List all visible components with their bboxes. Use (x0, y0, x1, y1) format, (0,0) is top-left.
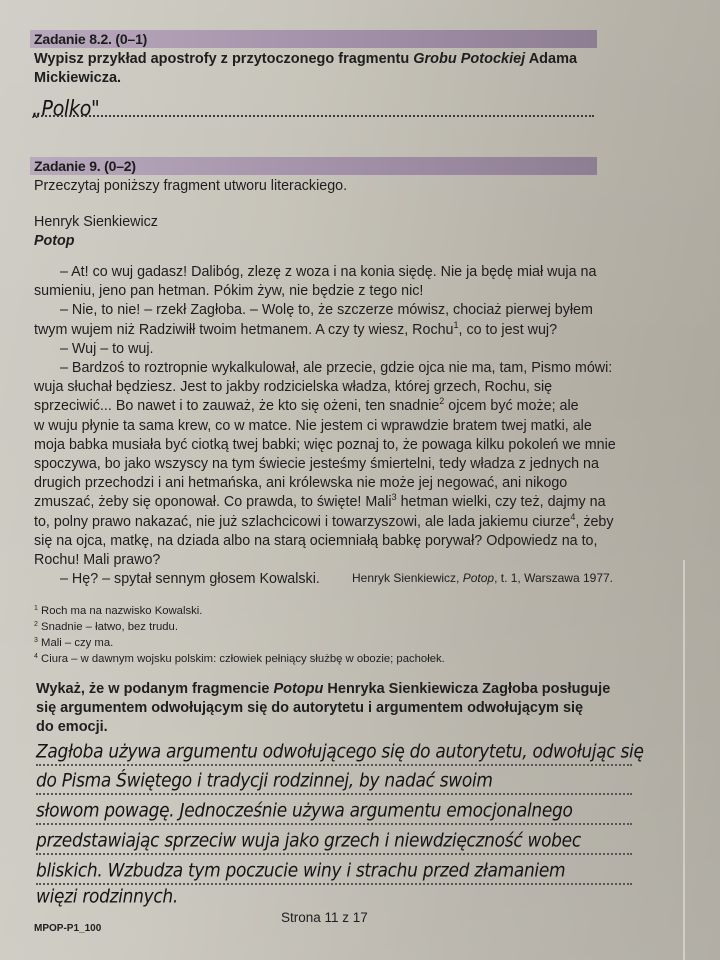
instruction-text: Adama (525, 51, 578, 67)
task-9-question (36, 680, 636, 737)
passage-text: ojcem być może; ale (444, 398, 579, 415)
passage-text: , co to jest wuj? (458, 321, 558, 338)
passage-line: spoczywa, bo jako wszyscy na tym świecie jesteśmy śmiertelni, tedy władza z jednych na (34, 456, 599, 473)
footnote-text: Roch ma na nazwisko Kowalski. (41, 605, 203, 617)
source-text: Henryk Sienkiewicz, (352, 571, 463, 585)
handwritten-answer-line: do Pisma Świętego i tradycji rodzinnej, by nadać swoim (36, 769, 493, 793)
footnote-text: Ciura – w dawnym wojsku polskim: człowiek pełniący służbę w obozie; pachołek. (41, 653, 445, 665)
passage-author: Henryk Sienkiewicz (34, 214, 158, 230)
instruction-text: Wypisz przykład apostrofy z przytoczonego fragmentu (34, 51, 414, 67)
answer-line[interactable] (36, 883, 632, 885)
handwritten-answer-line: Zagłoba używa argumentu odwołującego się do autorytetu, odwołując się (36, 740, 644, 764)
footnote-text: Snadnie – łatwo, bez trudu. (41, 621, 178, 633)
passage-line: – At! co wuj gadasz! Dalibóg, zlezę z woza i na konia siędę. Nie ja będę miał wuja na (60, 264, 597, 280)
passage-text: , żeby (575, 513, 614, 530)
footnote-mark: 1 (453, 319, 459, 330)
answer-line[interactable] (36, 793, 632, 795)
passage-source (352, 571, 613, 585)
question-text: się argumentem odwołującym się do autorytetu i argumentem odwołującym się (36, 700, 584, 716)
question-text: Wykaż, że w podanym fragmencie (36, 681, 274, 697)
passage-line: – Wuj – to wuj. (60, 340, 154, 357)
task-8-2-handwritten-answer: „Polko" (32, 96, 100, 122)
footnote-item (34, 651, 445, 667)
passage-text: hetman wielki, czy też, dajmy na (396, 494, 606, 511)
passage-line (34, 493, 674, 512)
footnote-mark: 2 (439, 396, 445, 407)
passage-line (34, 513, 674, 532)
handwritten-answer-line: przedstawiając sprzeciw wuja jako grzech i niewdzięczność wobec (36, 829, 581, 853)
work-title-italic: Grobu Potockiej (413, 51, 526, 67)
passage-line: – Nie, to nie! – rzekł Zagłoba. – Wolę to, że szczerze mówisz, chociaż pierwej byłem (60, 302, 593, 319)
instruction-text: Mickiewicza. (34, 70, 122, 86)
exam-code: MPOP-P1_100 (34, 923, 102, 934)
task-8-2-instruction (34, 50, 614, 88)
passage-line (34, 321, 674, 340)
passage-line: w wuju płynie ta sama krew, co w matce. Nie jestem ci wprawdzie bratem twej matki, ale (34, 417, 592, 434)
handwritten-answer-line: więzi rodzinnych. (36, 885, 178, 909)
footnote-number: 2 (34, 621, 38, 628)
passage-text: to, polny prawo nakazać, nie już szlachcicowi i towarzyszowi, ale lada jakiemu ciurze (34, 513, 571, 530)
task-9-instruction: Przeczytaj poniższy fragment utworu literackiego. (34, 178, 348, 194)
passage-line: się na ojca, matkę, na dziada albo na starą ociemniałą babkę porywał? Odpowiedz na to, (34, 532, 598, 549)
passage-line: sumieniu, jeno pan hetman. Pókim żyw, nie będzie z tego nic! (34, 283, 424, 300)
footnote-number: 4 (34, 653, 38, 660)
passage-line: drugich przechodzi i ani hetmańska, ani królewska nie może jej negować, ani nikogo (34, 475, 568, 492)
footnote-mark: 4 (570, 511, 576, 522)
footnote-mark: 3 (391, 492, 397, 503)
answer-line[interactable] (34, 115, 594, 117)
handwritten-answer-line: bliskich. Wzbudza tym poczucie winy i strachu przed złamaniem (36, 859, 566, 883)
task-8-2-title: Zadanie 8.2. (0–1) (34, 31, 148, 47)
passage-line: Rochu! Mali prawo? (34, 552, 161, 569)
answer-line[interactable] (36, 764, 632, 766)
answer-line[interactable] (36, 823, 632, 825)
footnote-text: Mali – czy ma. (41, 637, 114, 649)
passage-text: twym wujem niż Radziwiłł twoim hetmanem. A czy ty wiesz, Rochu (34, 321, 454, 338)
passage-line: – Hę? – spytał sennym głosem Kowalski. (60, 571, 320, 588)
passage-title: Potop (34, 233, 75, 249)
page-edge-shadow (683, 560, 685, 960)
question-text: Henryka Sienkiewicza Zagłoba posługuje (323, 681, 611, 697)
footnote-number: 1 (34, 605, 38, 612)
footnotes (34, 603, 445, 667)
passage-text: zmuszać, żeby się oponował. Co prawda, to święte! Mali (34, 494, 392, 511)
passage-line: – Bardzoś to roztropnie wykalkulował, ale przecie, gdzie ojca nie ma, tam, Pismo mówi: (60, 360, 613, 377)
passage-line: moja babka musiała być ciotką twej babki; więc poznaj to, że powaga kilku pokoleń we mnie (34, 436, 616, 453)
passage-line (34, 397, 674, 416)
task-9-title: Zadanie 9. (0–2) (34, 158, 136, 174)
question-text: do emocji. (36, 719, 108, 735)
literary-passage (34, 263, 674, 589)
footnote-item (34, 635, 445, 651)
passage-line: wuja słuchał będziesz. Jest to jakby rodzicielska władza, której grzech, Rochu, się (34, 379, 553, 396)
footnote-item (34, 603, 445, 619)
source-title-italic: Potop (462, 571, 495, 585)
passage-text: sprzeciwić... Bo nawet i to zauważ, że kto się ożeni, ten snadnie (34, 398, 440, 415)
footnote-number: 3 (34, 637, 38, 644)
work-title-italic: Potopu (273, 681, 324, 697)
source-text: , t. 1, Warszawa 1977. (494, 571, 614, 585)
page-number: Strona 11 z 17 (281, 910, 368, 925)
footnote-item (34, 619, 445, 635)
handwritten-answer-line: słowom powagę. Jednocześnie używa argumentu emocjonalnego (36, 799, 573, 823)
answer-line[interactable] (36, 853, 632, 855)
